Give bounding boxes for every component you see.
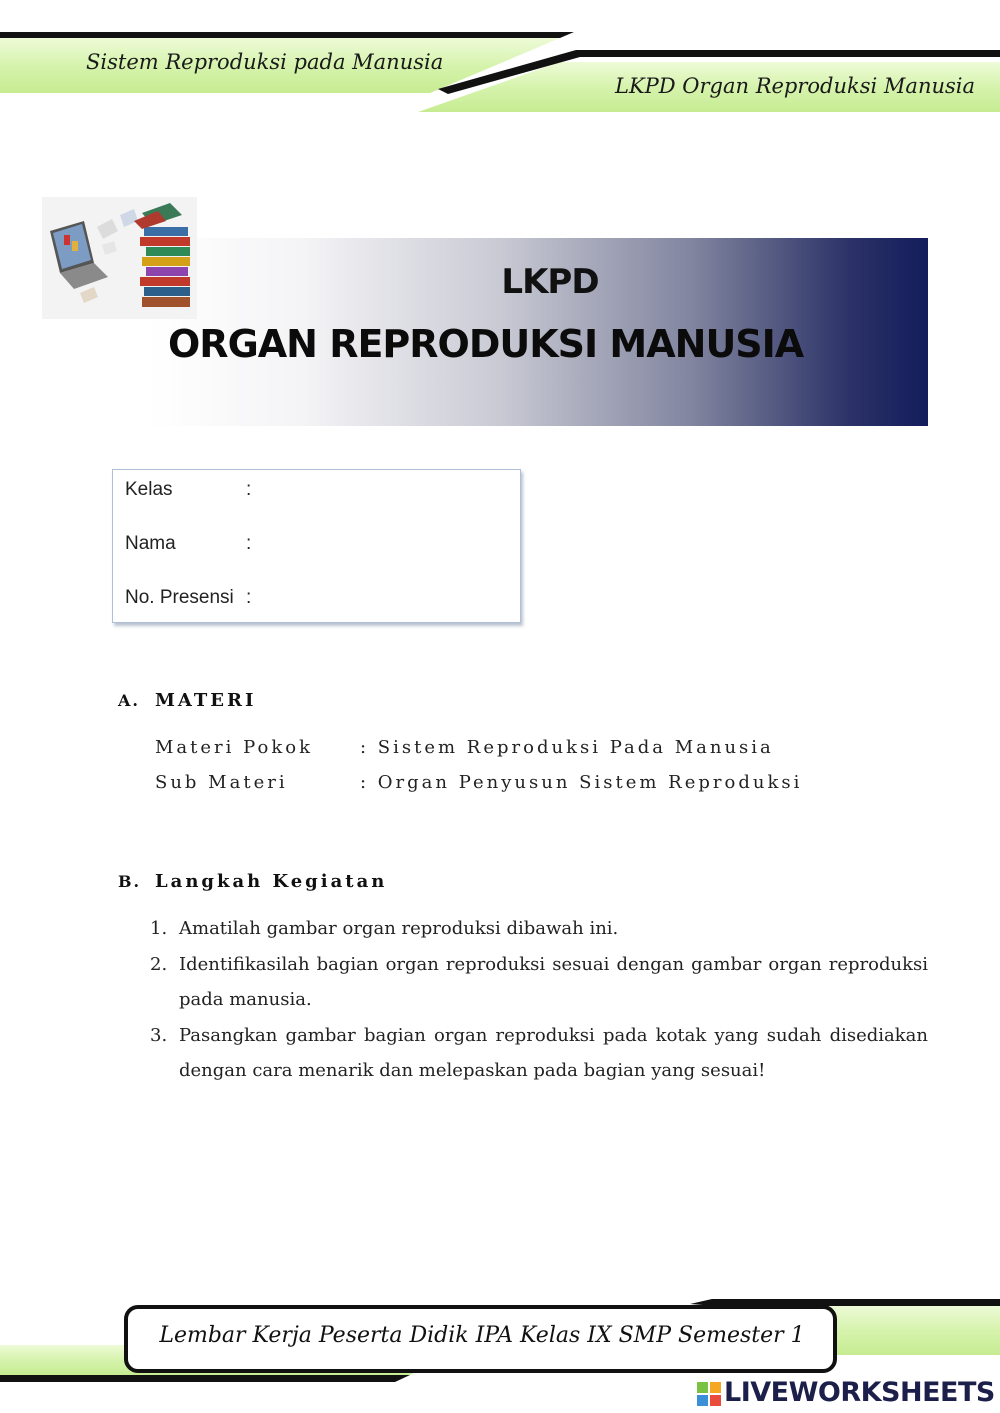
step-number: 1. (150, 918, 168, 939)
section-b-title: Langkah Kegiatan (155, 871, 388, 892)
section-a-title: MATERI (155, 690, 257, 711)
banner-subtitle: LKPD (501, 262, 599, 302)
step-number: 3. (150, 1025, 168, 1046)
step-number: 2. (150, 954, 168, 975)
step-item (150, 1018, 928, 1088)
step-item (150, 911, 928, 946)
materi-pokok-value: : Sistem Reproduksi Pada Manusia (360, 737, 774, 758)
presensi-separator: : (246, 587, 252, 608)
header-left-title: Sistem Reproduksi pada Manusia (86, 50, 444, 74)
sub-materi-label: Sub Materi (155, 772, 288, 793)
identity-row-nama (125, 533, 251, 555)
section-b-letter: B. (118, 872, 142, 891)
liveworksheets-logo-icon (697, 1382, 721, 1406)
identity-row-presensi (125, 587, 251, 609)
kelas-separator: : (246, 479, 252, 500)
materi-row (155, 737, 774, 758)
step-text: Amatilah gambar organ reproduksi dibawah ini. (179, 918, 619, 939)
section-a-heading (118, 690, 256, 711)
step-text: Pasangkan gambar bagian organ reproduksi pada kotak yang sudah disediakan dengan cara menarik dan melepaskan pada bagian yang sesuai! (179, 1025, 928, 1081)
kelas-label: Kelas (125, 479, 173, 500)
nama-label: Nama (125, 533, 176, 554)
step-item (150, 947, 928, 1017)
sub-materi-value: : Organ Penyusun Sistem Reproduksi (360, 772, 803, 793)
identity-box (112, 469, 521, 623)
section-b-heading (118, 871, 387, 892)
section-a-letter: A. (118, 691, 140, 710)
presensi-label: No. Presensi (125, 587, 234, 608)
banner-title: ORGAN REPRODUKSI MANUSIA (168, 322, 804, 366)
liveworksheets-watermark: LIVEWORKSHEETS (724, 1377, 995, 1408)
identity-row-kelas (125, 479, 251, 501)
materi-pokok-label: Materi Pokok (155, 737, 314, 758)
header-right-title: LKPD Organ Reproduksi Manusia (615, 74, 976, 98)
step-text: Identifikasilah bagian organ reproduksi sesuai dengan gambar organ reproduksi pada manusia. (179, 954, 928, 1010)
nama-separator: : (246, 533, 252, 554)
sub-materi-row (155, 772, 802, 793)
footer-caption: Lembar Kerja Peserta Didik IPA Kelas IX SMP Semester 1 (159, 1323, 805, 1348)
